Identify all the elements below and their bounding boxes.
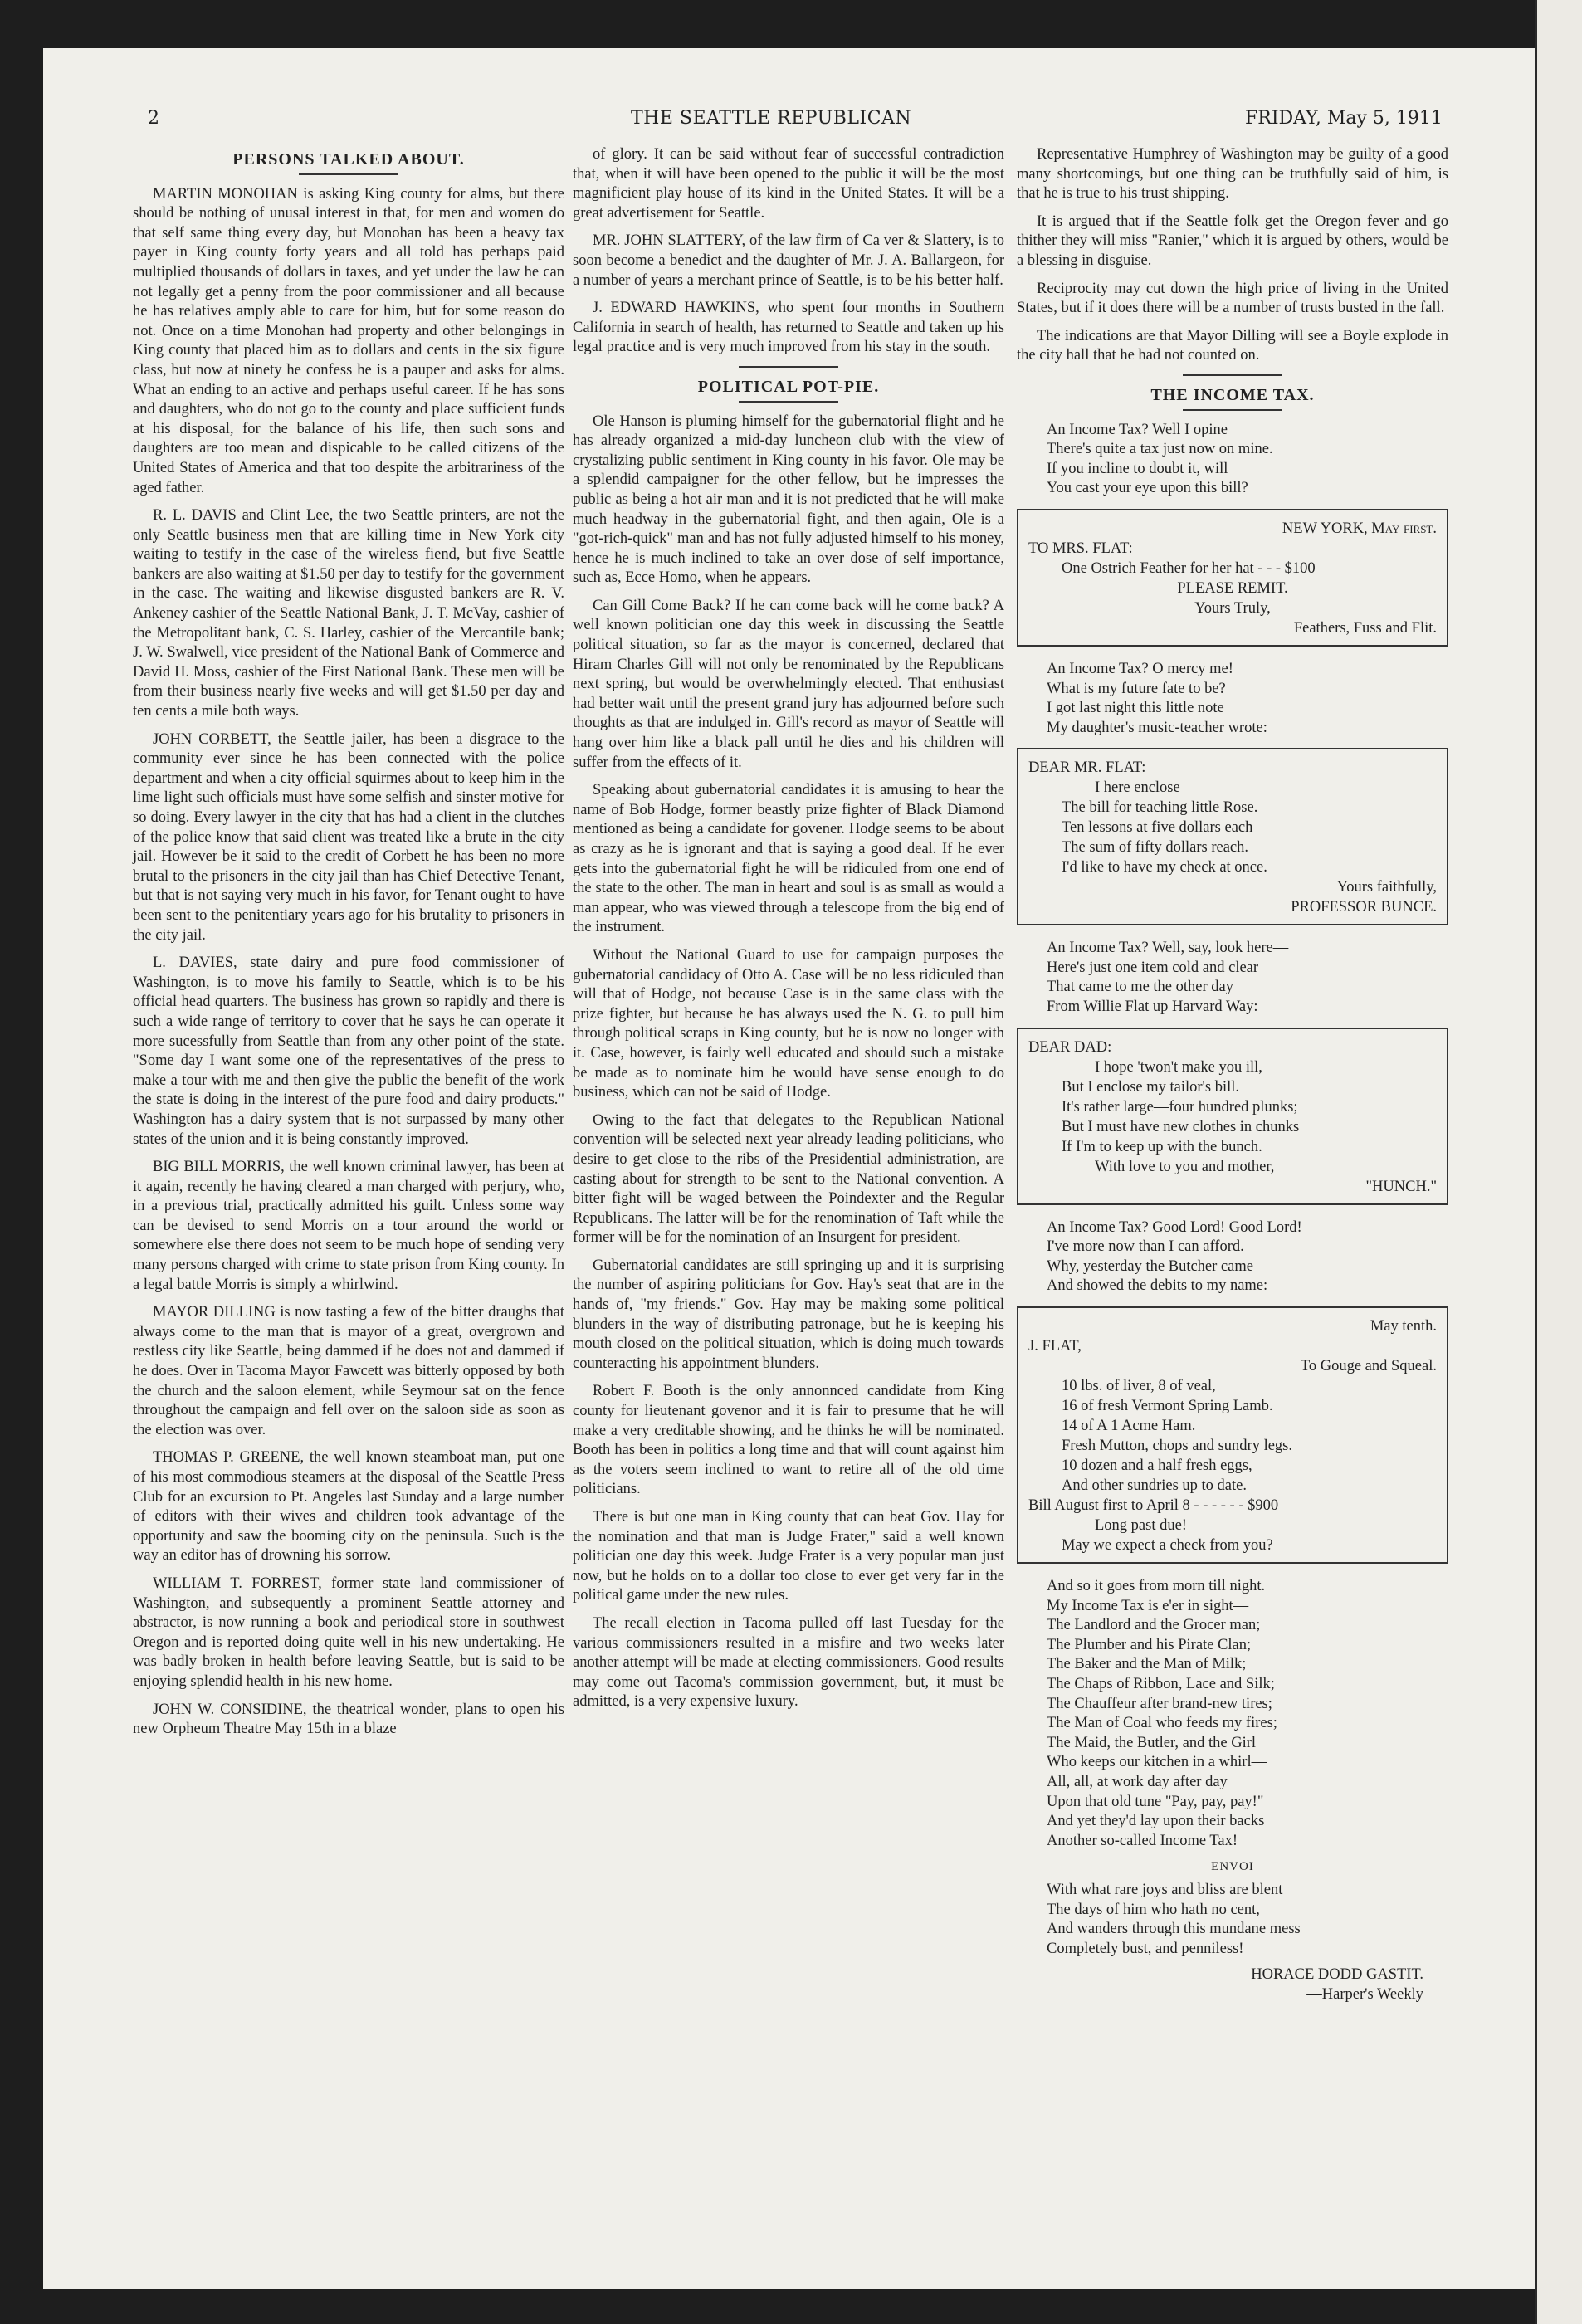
article-paragraph: Representative Humphrey of Washington may be guilty of a good many shortcomings, but one thing can be truthfully said of him, is that he is true to his trust shipping.: [1017, 146, 1448, 203]
heading-rule: [1183, 409, 1282, 411]
poem-line: The Chaps of Ribbon, Lace and Silk;: [1047, 1676, 1275, 1692]
letter-line: The sum of fifty dollars reach.: [1062, 839, 1249, 857]
poem-line: And yet they'd lay upon their backs: [1047, 1813, 1265, 1830]
poem-line: Upon that old tune "Pay, pay, pay!": [1047, 1793, 1264, 1810]
poem-line: With what rare joys and bliss are blent: [1047, 1881, 1283, 1898]
column-2: [573, 145, 1004, 1721]
letter-line: But I enclose my tailor's bill.: [1062, 1078, 1239, 1096]
section-heading-persons: PERSONS TALKED ABOUT.: [232, 150, 465, 168]
poem-stanza: [1047, 1881, 1448, 1959]
page-number: 2: [148, 108, 159, 129]
poem-line: You cast your eye upon this bill?: [1047, 480, 1248, 497]
article-paragraph: There is but one man in King county that can beat Gov. Hay for the nomination and that man is Judge Frater," said a well known politician one day this week. Judge Frater is a very popular man just now, but he holds on to a dollar too close to ever get very far in the political game under the new rules.: [573, 1509, 1004, 1604]
heading-rule: [299, 173, 398, 175]
poem-line: Another so-called Income Tax!: [1047, 1832, 1238, 1849]
article-paragraph: MAYOR DILLING is now tasting a few of the bitter draughs that always come to the man that is mayor of a great, overgrown and restless city like Seattle, being dammed if he does not and dammed if he does. Over in Tacoma Mayor Fawcett was bitterly opposed by both the church and the saloon element, while Seymour sat on the fence throughout the campaign and fell over on the saloon side as soon as the election was over.: [133, 1304, 564, 1438]
poem-line: An Income Tax? Well, say, look here—: [1047, 940, 1289, 957]
poem-stanza: [1047, 1577, 1448, 1851]
bill-box-butcher: [1017, 1306, 1448, 1564]
article-paragraph: MR. JOHN SLATTERY, of the law firm of Ca ver & Slattery, is to soon become a benedict and the daughter of Mr. J. A. Ballargeon, for a number of years a merchant prince of Seattle, is to be his better half.: [573, 232, 1004, 289]
letter-line: It's rather large—four hundred plunks;: [1062, 1098, 1298, 1116]
section-rule: [739, 366, 838, 368]
article-paragraph: of glory. It can be said without fear of successful contradiction that, when it will have been opened to the public it will be the most magnificient play house of its kind in the United States. It will be a great advertisement for Seattle.: [573, 146, 1004, 222]
article-paragraph: JOHN W. CONSIDINE, the theatrical wonder, plans to open his new Orpheum Theatre May 15th in a blaze: [133, 1701, 564, 1738]
poem-line: The Chauffeur after brand-new tires;: [1047, 1695, 1272, 1712]
bill-item: 14 of A 1 Acme Ham.: [1062, 1418, 1196, 1435]
column-1: [133, 145, 564, 1748]
bill-closing: Yours Truly,: [1194, 599, 1271, 617]
poem-line: An Income Tax? O mercy me!: [1047, 660, 1233, 677]
poem-stanza: [1047, 1218, 1448, 1296]
letter-line: But I must have new clothes in chunks: [1062, 1118, 1300, 1135]
poem-line: Who keeps our kitchen in a whirl—: [1047, 1754, 1267, 1771]
poem-line: I've more now than I can afford.: [1047, 1238, 1244, 1256]
poem-line: The Baker and the Man of Milk;: [1047, 1656, 1247, 1673]
article-paragraph: MARTIN MONOHAN is asking King county for alms, but there should be nothing of unusal interest in that, for men and women do that self same thing every day, but Monohan has been a heavy tax payer in King county forty years and all told has perhaps paid multiplied thousands of dollars in taxes, and yet under the law he can not legally get a penny from the poor commissioner and all because he has relatives amply able to care for him, but for some reason do not. Once on a time Monohan had property and other belongings in King county that placed him as to dollars and cents in the six figure class, but now at ninety he confess he is a pauper and asks for alms. What an ending to an active and perhaps useful career. If he has sons and daughters, who do not go to the county and place sufficient funds at his disposal, for the balance of his life, then such sons and daughters are too mean and dispicable to be called citizens of the United States of America and that too despite the arbitrariness of the aged father.: [133, 185, 564, 496]
letter-line: Ten lessons at five dollars each: [1062, 819, 1253, 837]
bill-date: May tenth.: [1370, 1318, 1437, 1335]
poem-source: —Harper's Weekly: [1306, 1985, 1423, 2003]
bill-addressee: J. FLAT,: [1028, 1338, 1082, 1355]
bill-line: Long past due!: [1095, 1517, 1187, 1535]
article-paragraph: Robert F. Booth is the only annonnced candidate from King county for lieutenant govenor and it is fair to presume that he will make a very creditable showing, and he thinks he will be nominated. Booth has been in politics a long time and that will count against him as the voters seem inclined to want to retire all of the old time politicians.: [573, 1383, 1004, 1498]
article-paragraph: The indications are that Mayor Dilling will see a Boyle explode in the city hall that he had not counted on.: [1017, 327, 1448, 364]
poem-line: My daughter's music-teacher wrote:: [1047, 719, 1267, 736]
poem-line: The days of him who hath no cent,: [1047, 1901, 1260, 1918]
bill-addressee: TO MRS. FLAT:: [1028, 540, 1133, 557]
letter-line: I'd like to have my check at once.: [1062, 859, 1267, 876]
poem-line: There's quite a tax just now on mine.: [1047, 441, 1273, 458]
poem-line: From Willie Flat up Harvard Way:: [1047, 998, 1258, 1016]
poem-line: I got last night this little note: [1047, 700, 1224, 717]
issue-date: FRIDAY, May 5, 1911: [1245, 108, 1443, 129]
letter-line: With love to you and mother,: [1095, 1158, 1275, 1175]
article-paragraph: L. DAVIES, state dairy and pure food commissioner of Washington, is to move his family to Seattle, which is to be his official head quarters. The business has grown so rapidly and there is such a wide range of territory to cover that he says he can operate it more sucessfully from Seattle than from any other point of the state. "Some day I want some one of the representatives of the press to make a tour with me and then give the public the benefit of the work the state is doing in the interest of the pure food and dairy products." Washington has a dairy system that is not surpassed by many other states of the union and it is being constantly improved.: [133, 954, 564, 1148]
poem-line: Why, yesterday the Butcher came: [1047, 1257, 1253, 1275]
bill-box-music-teacher: [1017, 748, 1448, 925]
poem-line: An Income Tax? Well I opine: [1047, 421, 1228, 438]
bill-signature: Feathers, Fuss and Flit.: [1293, 619, 1437, 637]
poem-line: Completely bust, and penniless!: [1047, 1940, 1244, 1957]
article-paragraph: R. L. DAVIS and Clint Lee, the two Seattle printers, are not the only Seattle business men that are killing time in New York city waiting to testify in the case of the wireless fiend, but five Seattle bankers are also waiting at $1.50 per day to testify for the government in the case. The waiting and likewise disgusted bankers are R. V. Ankeney cashier of the Seattle National Bank, J. T. McVay, cashier of the Metropolitant bank, C. S. Harley, cashier of the Mercantile bank; J. W. Swalwell, vice president of the National Bank of Commerce and David H. Moss, cashier of the First National Bank. These men will be from their business nearly five weeks and will get $1.50 per day and ten cents a mile both ways.: [133, 507, 564, 720]
bill-line: May we expect a check from you?: [1062, 1537, 1273, 1555]
bill-from: To Gouge and Squeal.: [1300, 1358, 1437, 1375]
article-paragraph: Gubernatorial candidates are still springing up and it is surprising the number of aspiring politicians for Gov. Hay's seat that are in the hands of, "my friends." Gov. Hay may be making some political blunders in the way of distributing patronage, but he is keeping his mouth closed on the political situation, which is doing much towards counteracting his appointment blunders.: [573, 1257, 1004, 1372]
poem-line: The Plumber and his Pirate Clan;: [1047, 1636, 1252, 1653]
letter-line: The bill for teaching little Rose.: [1062, 799, 1258, 817]
paper-title: THE SEATTLE REPUBLICAN: [631, 108, 912, 129]
adjacent-page-edge: [1535, 0, 1582, 2324]
letter-salutation: DEAR DAD:: [1028, 1038, 1112, 1056]
article-paragraph: Ole Hanson is pluming himself for the gubernatorial flight and he has already organized a mid-day luncheon club with the view of crystalizing public sentiment in King county in his favor. Ole may be a splendid campaigner for the other fellow, but he impresses the public as being a hot air man and it is not predicted that he will make much headway in the gubernatorial fight, and then again, Ole is a "got-rich-quick" man and has not fully adjusted himself to his money, hence he is much inclined to take an over dose of self importance, such as, Ecce Homo, when he appears.: [573, 413, 1004, 587]
bill-box-tailor: [1017, 1028, 1448, 1205]
page-header: [0, 108, 1494, 141]
poem-line: That came to me the other day: [1047, 979, 1233, 996]
bill-item: One Ostrich Feather for her hat - - - $100: [1062, 559, 1316, 577]
bill-box-milliner: [1017, 509, 1448, 647]
article-paragraph: Owing to the fact that delegates to the Republican National convention will be selected next year already leading politicians, who desire to get close to the ribs of the Presidential administration, are casting about for strength to be sent to the National convention. A bitter fight will be waged between the Poindexter and the Regular Republicans. The latter will be for the renomination of Taft while the former will be for the nomination of an Insurgent for president.: [573, 1111, 1004, 1247]
article-paragraph: WILLIAM T. FORREST, former state land commissioner of Washington, and subsequently a prominent Seattle attorney and abstractor, is now running a book and periodical store in southwest Oregon and is reported doing quite well in his new undertaking. He was badly broken in health before leaving Seattle, but is said to be enjoying splendid health in his new home.: [133, 1575, 564, 1690]
bill-remit: PLEASE REMIT.: [1177, 579, 1288, 597]
envoi-heading: ENVOI: [1211, 1860, 1254, 1874]
poem-stanza: [1047, 660, 1448, 738]
article-paragraph: The recall election in Tacoma pulled off last Tuesday for the various commissioners resulted in a misfire and two weeks later another attempt will be made at electing commissioners. Good results may come out Tacoma's commission government, but, it must be admitted, is a very expensive luxury.: [573, 1614, 1004, 1711]
article-paragraph: Speaking about gubernatorial candidates it is amusing to hear the name of Bob Hodge, former beastly prize fighter of Black Diamond mentioned as being a candidate for govener. Hodge seems to be about as crazy as he is ignorant and that is saying a good deal. If he ever gets into the gubernatorial fight he will be ridiculed from one end of the state to the other. The man in heart and soul is as small as would a man appear, who was viewed through a telescope from the big end of the instrument.: [573, 782, 1004, 936]
article-paragraph: J. EDWARD HAWKINS, who spent four months in Southern California in search of health, has returned to Seattle and taken up his legal practice and is very much improved from his stay in the south.: [573, 300, 1004, 356]
section-heading-income-tax: THE INCOME TAX.: [1150, 385, 1315, 404]
poem-line: And so it goes from morn till night.: [1047, 1578, 1266, 1595]
heading-rule: [739, 401, 838, 403]
letter-signature: "HUNCH.": [1365, 1178, 1437, 1195]
poem-author: HORACE DODD GASTIT.: [1251, 1966, 1423, 1984]
letter-line: I hope 'twon't make you ill,: [1095, 1058, 1262, 1076]
poem-line: My Income Tax is e'er in sight—: [1047, 1597, 1249, 1614]
article-paragraph: Without the National Guard to use for campaign purposes the gubernatorial candidacy of Otto A. Case will be no less ridiculed than will that of Hodge, not because Case is in the same class with the prize fighter, but because he has always used the N. G. to pull him through political scraps in King county, but he is now no longer with it. Case, however, is fairly well educated and should such a mistake be made as to nominate him he would have sense enough to do business, which can not be said of Hodge.: [573, 946, 1004, 1101]
poem-stanza: [1047, 421, 1448, 499]
poem-line: An Income Tax? Good Lord! Good Lord!: [1047, 1218, 1302, 1236]
poem-line: What is my future fate to be?: [1047, 680, 1226, 697]
column-3: [1017, 145, 1448, 2005]
article-paragraph: Reciprocity may cut down the high price of living in the United States, but if it does there will be a number of trusts busted in the fall.: [1017, 280, 1448, 317]
letter-line: If I'm to keep up with the bunch.: [1062, 1138, 1262, 1155]
poem-line: The Maid, the Butler, and the Girl: [1047, 1734, 1257, 1751]
letter-salutation: DEAR MR. FLAT:: [1028, 759, 1146, 777]
article-paragraph: BIG BILL MORRIS, the well known criminal lawyer, has been at it again, recently he having cleared a man charged with perjury, who, in a previous trial, practically admitted his guilt. Unless some way can be devised to send Morris on a tour around the world or somewhere else there does not seem to be much hope of sending very many persons charged with crime to state prison from King county. In a legal battle Morris is simply a whirlwind.: [133, 1159, 564, 1293]
bill-item: 10 lbs. of liver, 8 of veal,: [1062, 1378, 1216, 1395]
poem-line: Here's just one item cold and clear: [1047, 959, 1259, 976]
bill-item: 10 dozen and a half fresh eggs,: [1062, 1457, 1252, 1475]
bill-total: Bill August first to April 8 - - - - - - $900: [1028, 1497, 1279, 1515]
article-paragraph: It is argued that if the Seattle folk get the Oregon fever and go thither they will miss "Ranier," which it is argued by others, would be a blessing in disguise.: [1017, 212, 1448, 269]
article-paragraph: Can Gill Come Back? If he can come back will he come back? A well known politician one day this week in discussing the Seattle political situation, so far as the mayor is concerned, declared that Hiram Charles Gill will not only be renominated by the Republicans next spring, but would be overwhelmingly elected. That enthusiast had better wait until the present grand jury has adjourned before such thoughts as that are indulged in. Gill's record as mayor of Seattle will hang over him like a black pall until he dies and his children will suffer from the effects of it.: [573, 597, 1004, 771]
bill-item: 16 of fresh Vermont Spring Lamb.: [1062, 1398, 1273, 1415]
letter-closing: Yours faithfully,: [1336, 879, 1437, 896]
poem-line: And showed the debits to my name:: [1047, 1277, 1268, 1295]
letter-signature: PROFESSOR BUNCE.: [1291, 899, 1437, 916]
poem-line: The Landlord and the Grocer man;: [1047, 1617, 1261, 1634]
poem-line: The Man of Coal who feeds my fires;: [1047, 1715, 1277, 1732]
section-rule: [1183, 374, 1282, 376]
poem-stanza: [1047, 939, 1448, 1017]
article-paragraph: JOHN CORBETT, the Seattle jailer, has been a disgrace to the community ever since he has been connected with the police department and when a city official squirmes about to keep him in the lime light such officials must have some selfish and sinster motive for so doing. Every lawyer in the city that has had a client in the clutches of the police know that said client was treated like a brute in the city jail. However be it said to the credit of Corbett he has been no more brutal to the prisoners in the city jail than has Chief Detective Tenant, but that is not saying very much in his favor, for Tenant ought to have been sent to the penitentiary years ago for his brutality to prisoners in the city jail.: [133, 730, 564, 944]
poem-line: If you incline to doubt it, will: [1047, 460, 1228, 477]
poem-line: And wanders through this mundane mess: [1047, 1921, 1301, 1938]
letter-line: I here enclose: [1095, 779, 1180, 797]
section-heading-political: POLITICAL POT-PIE.: [697, 377, 880, 396]
article-paragraph: THOMAS P. GREENE, the well known steamboat man, put one of his most commodious steamers at the disposal of the Seattle Press Club for an excursion to Pt. Angeles last Sunday and a large number of editors with their wives and children took advantage of the opportunity and saw the booming city on the peninsula. Such is the way an editor has of drowning his sorrow.: [133, 1449, 564, 1565]
bill-date: NEW YORK, May first.: [1282, 520, 1437, 537]
poem-line: All, all, at work day after day: [1047, 1773, 1228, 1790]
bill-item: Fresh Mutton, chops and sundry legs.: [1062, 1438, 1292, 1455]
bill-item: And other sundries up to date.: [1062, 1477, 1247, 1495]
